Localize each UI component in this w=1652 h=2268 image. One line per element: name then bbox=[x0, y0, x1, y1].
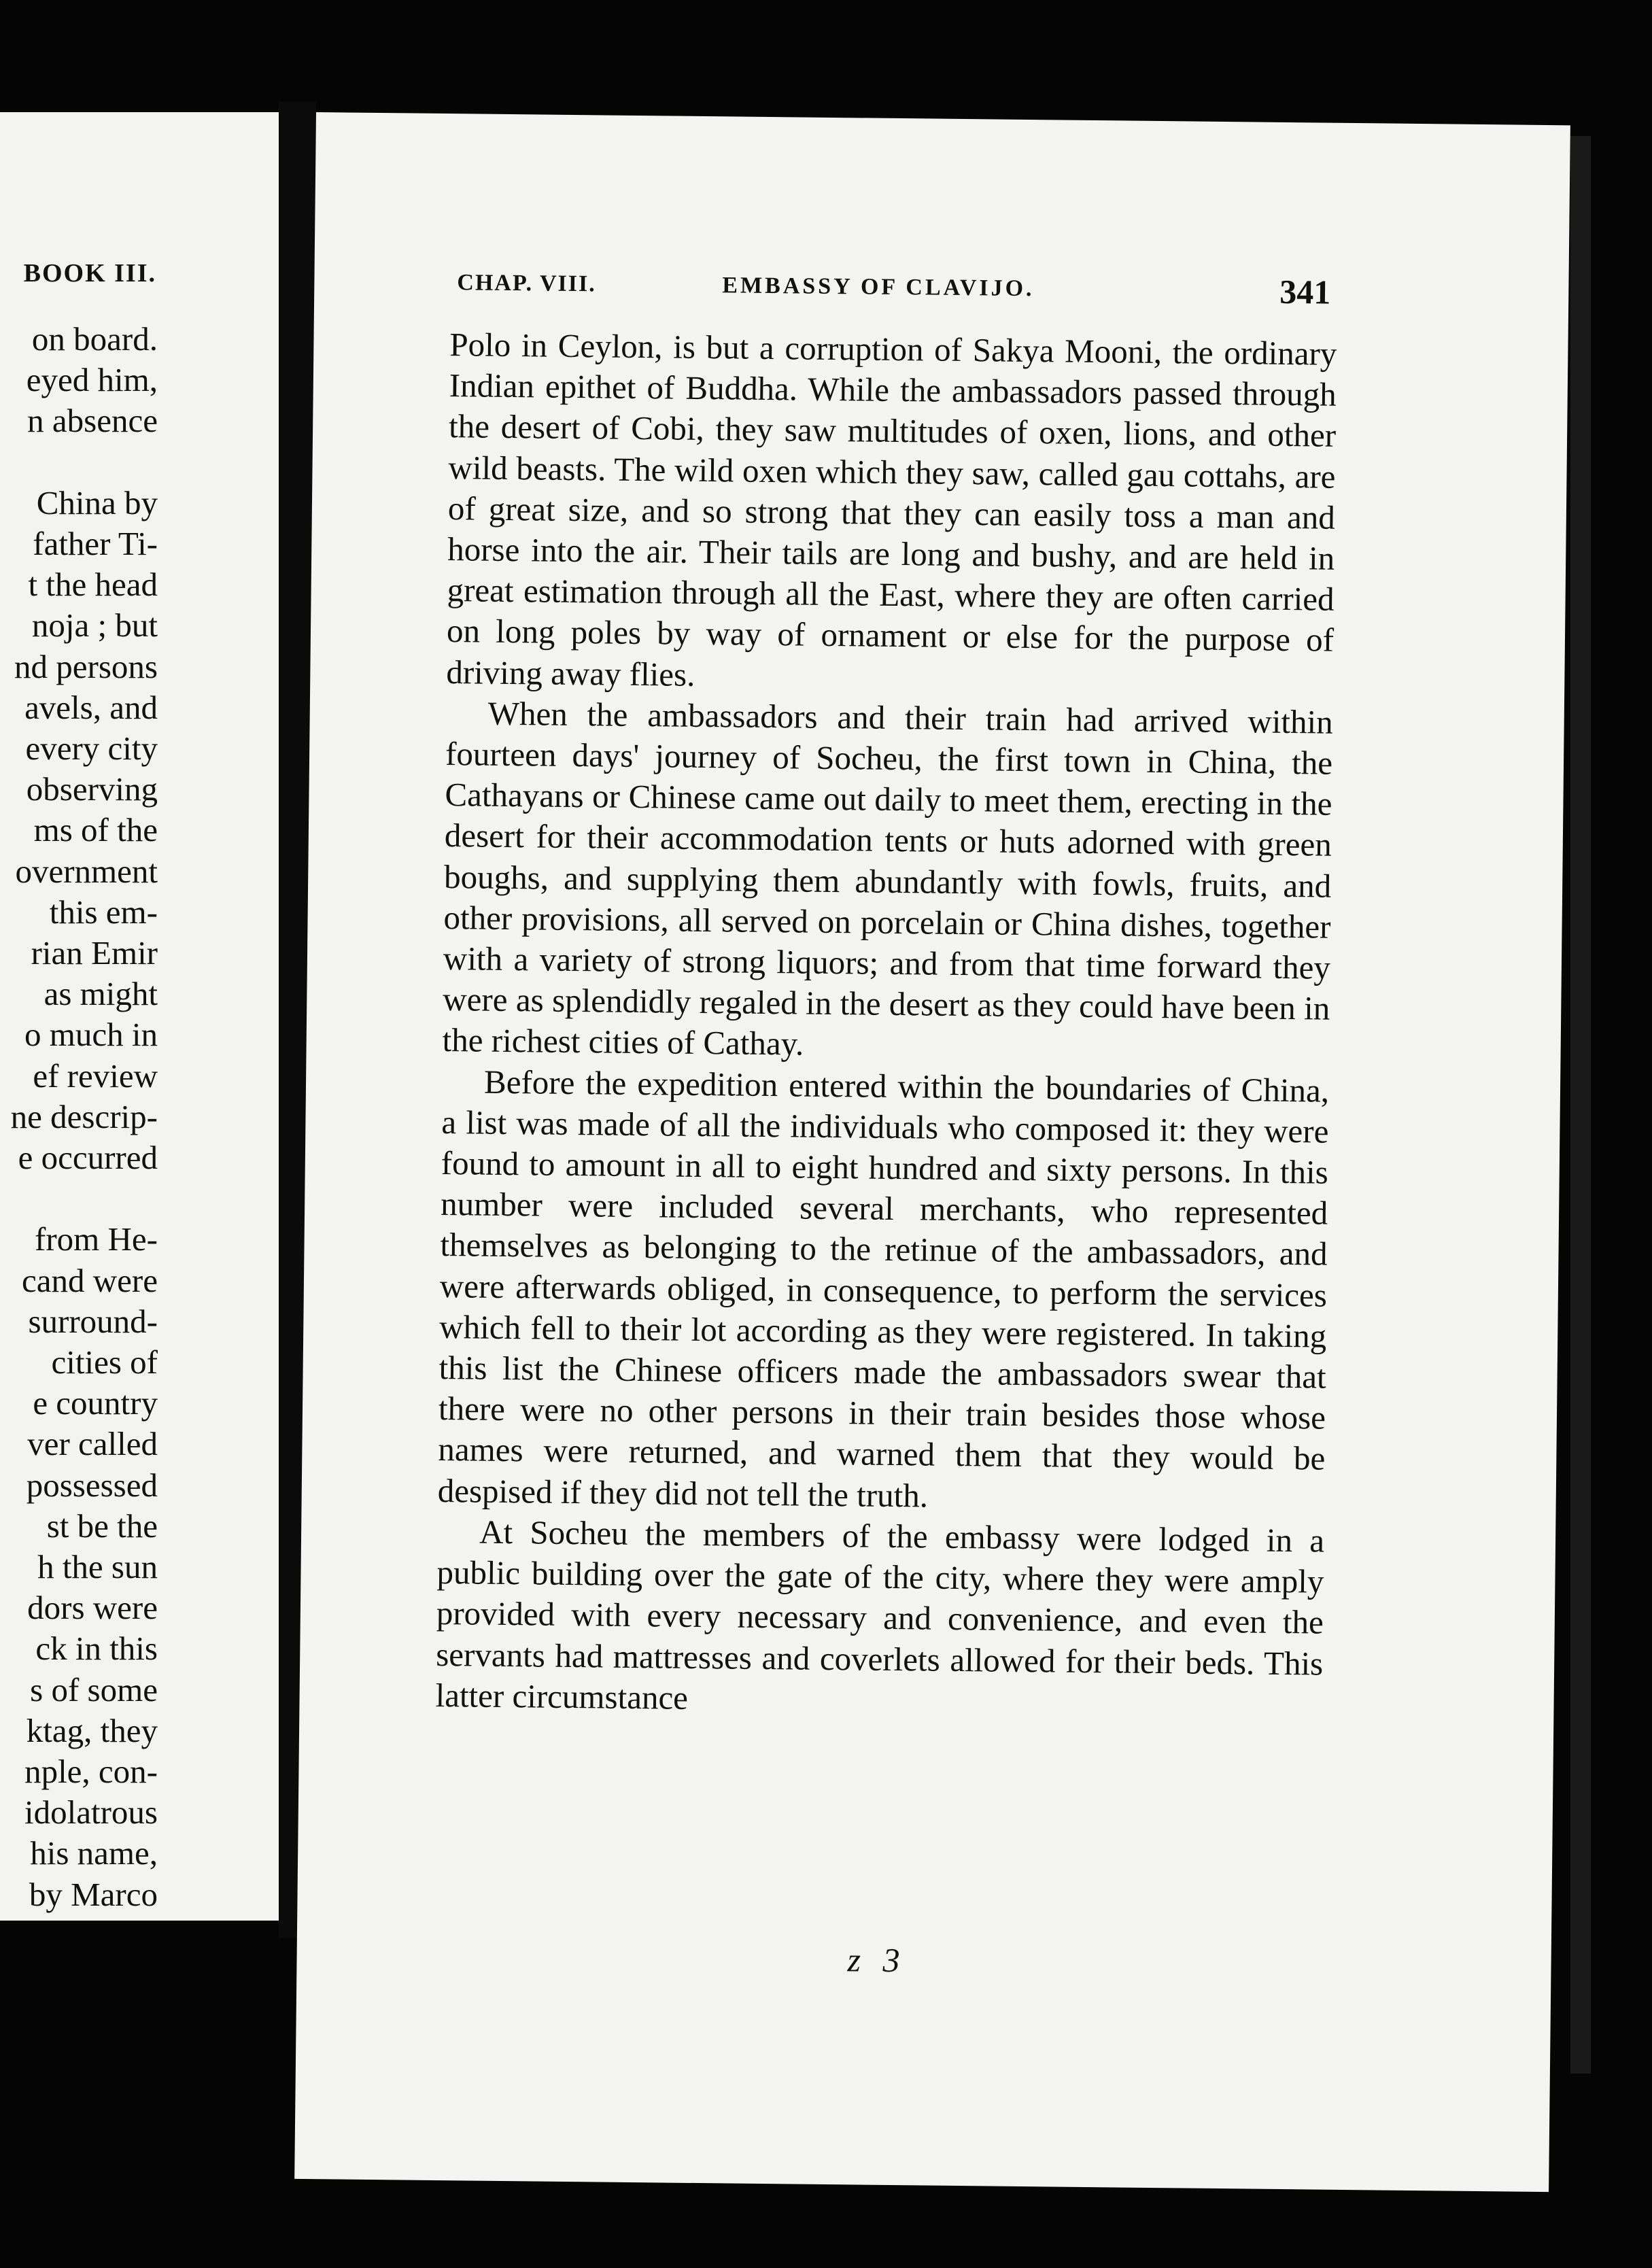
left-line-fragment: surround- bbox=[28, 1302, 158, 1340]
signature-mark: z 3 bbox=[847, 1940, 907, 1980]
left-line-fragment: overnment bbox=[15, 852, 158, 890]
left-line-fragment: ms of the bbox=[33, 811, 158, 849]
left-line-fragment: t the head bbox=[28, 566, 158, 604]
left-line-fragment: as might bbox=[44, 975, 158, 1013]
running-header bbox=[314, 269, 1569, 322]
left-line-fragment: e country bbox=[33, 1384, 158, 1422]
left-line-fragment: avels, and bbox=[24, 688, 158, 726]
left-line-fragment: from He- bbox=[35, 1220, 158, 1258]
left-line-fragment: o much in bbox=[24, 1016, 158, 1054]
paragraph: At Socheu the members of the embassy were lodged in a public building over the gate of the city, where they were amply provided with every necessary and convenience, and even the servants had mattresses and coverlets allowed for their beds. This latter circumstance bbox=[435, 1513, 1325, 1717]
left-line-fragment: eyed him, bbox=[26, 361, 158, 399]
facing-page-left bbox=[0, 112, 279, 1921]
left-line-fragment: observing bbox=[26, 770, 158, 808]
left-line-fragment: father Ti- bbox=[33, 525, 158, 562]
left-line-fragment: cand were bbox=[22, 1261, 158, 1299]
left-line-fragment: by Marco bbox=[29, 1875, 158, 1913]
left-line-fragment: possessed bbox=[26, 1466, 158, 1504]
left-line-fragment: China by bbox=[36, 483, 158, 521]
running-title: EMBASSY OF CLAVIJO. bbox=[722, 273, 1035, 302]
left-line-fragment: his name, bbox=[30, 1834, 158, 1872]
left-line-fragment: s of some bbox=[30, 1670, 158, 1708]
left-line-fragment: idolatrous bbox=[24, 1793, 158, 1832]
page-341 bbox=[294, 112, 1570, 2192]
left-line-fragment: on board. bbox=[31, 320, 158, 358]
left-line-fragment: ktag, they bbox=[26, 1711, 158, 1749]
left-line-fragment: ck in this bbox=[35, 1630, 158, 1668]
left-line-fragment: e occurred bbox=[18, 1139, 158, 1176]
chapter-label: CHAP. VIII. bbox=[457, 270, 596, 297]
body-text bbox=[435, 324, 1337, 1725]
left-line-fragment: noja ; but bbox=[31, 606, 158, 645]
left-line-fragment: cities of bbox=[51, 1343, 158, 1381]
left-line-fragment: st be the bbox=[46, 1507, 158, 1545]
paragraph: Polo in Ceylon, is but a corruption of Sakya Mooni, the ordinary Indian epithet of Buddha. While the ambassadors passed through the desert of Cobi, they saw multitudes of oxen, lions, and other wild beasts. The wild oxen which they saw, called gau cottahs, are of great size, and so strong that they can easily toss a man and horse into the air. Their tails are long and bushy, and are held in great estimation through all the East, where they are often carried on long poles by way of ornament or else for the purpose of driving away flies. bbox=[446, 326, 1337, 693]
left-line-fragment: n absence bbox=[27, 402, 158, 440]
paragraph: When the ambassadors and their train had arrived within fourteen days' journey of Socheu, the first town in China, the Cathayans or Chinese came out daily to meet them, erecting in the desert for their accommodation tents or huts adorned with green boughs, and supplying them abundantly with fowls, fruits, and other provisions, all served on porcelain or China dishes, together with a variety of strong liquors; and from that time forward they were as splendidly regaled in the desert as they could have been in the richest cities of Cathay. bbox=[442, 694, 1333, 1063]
left-line-fragment: ver called bbox=[27, 1425, 158, 1463]
left-line-fragment: every city bbox=[25, 729, 158, 767]
left-running-head: BOOK III. bbox=[23, 259, 156, 288]
left-line-fragment: nd persons bbox=[14, 647, 158, 685]
left-line-fragment: dors were bbox=[27, 1589, 158, 1627]
left-line-fragment: ne descrip- bbox=[10, 1097, 158, 1135]
left-line-fragment: this em- bbox=[49, 893, 158, 931]
left-line-fragment: ef review bbox=[33, 1056, 158, 1095]
left-line-fragment: nple, con- bbox=[24, 1753, 158, 1790]
left-line-fragment: rian Emir bbox=[31, 934, 158, 972]
paragraph: Before the expedition entered within the boundaries of China, a list was made of all the individuals who composed it: they were found to amount in all to eight hundred and sixty persons. In this number were included several merchants, who represented themselves as belonging to the retinue of the ambassadors, and were afterwards obliged, in consequence, to perform the services which fell to their lot according as they were registered. In taking this list the Chinese officers made the ambassadors swear that there were no other persons in their train besides those whose names were returned, and warned them that they would be despised if they did not tell the truth. bbox=[437, 1063, 1330, 1515]
page-edge-shadow bbox=[1570, 136, 1591, 2074]
left-line-fragment: h the sun bbox=[37, 1548, 158, 1585]
page-number: 341 bbox=[1279, 272, 1331, 311]
